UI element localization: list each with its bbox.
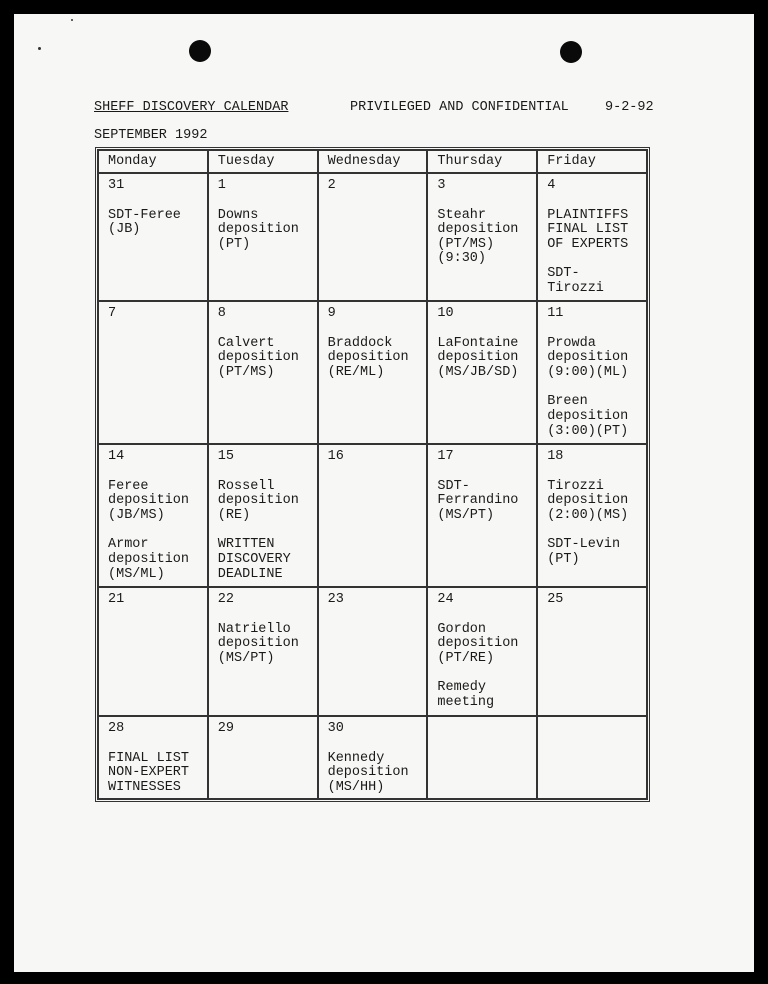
speck xyxy=(71,19,73,21)
calendar-day-cell xyxy=(537,716,647,799)
calendar-day-cell xyxy=(98,173,208,301)
day-number: 30 xyxy=(327,721,344,736)
calendar-event: Braddock deposition (RE/ML) xyxy=(327,335,409,380)
calendar-day-cell xyxy=(208,301,318,444)
calendar-event: Downs deposition (PT) xyxy=(217,207,299,252)
day-number: 16 xyxy=(327,449,344,464)
day-number: 24 xyxy=(437,592,454,607)
weekday-header-wednesday: Wednesday xyxy=(318,150,428,173)
calendar-event: Natriello deposition (MS/PT) xyxy=(217,621,299,666)
calendar-day-cell xyxy=(208,716,318,799)
calendar-day-cell xyxy=(537,301,647,444)
day-number: 1 xyxy=(217,178,226,193)
calendar-day-cell xyxy=(427,444,537,587)
calendar-event: Kennedy deposition (MS/HH) xyxy=(327,750,409,795)
calendar-event: PLAINTIFFS FINAL LIST OF EXPERTS xyxy=(547,207,629,252)
calendar-event: Remedy meeting xyxy=(437,680,495,710)
calendar-day-cell xyxy=(537,173,647,301)
day-number: 23 xyxy=(327,592,344,607)
calendar-day-cell xyxy=(208,444,318,587)
calendar-day-cell xyxy=(537,444,647,587)
calendar-event: Feree deposition (JB/MS) xyxy=(108,478,190,523)
calendar-title: SHEFF DISCOVERY CALENDAR xyxy=(94,100,289,115)
weekday-header-friday: Friday xyxy=(537,150,647,173)
day-number: 25 xyxy=(547,592,564,607)
calendar-grid xyxy=(95,147,650,802)
document-header xyxy=(94,100,674,115)
calendar-event: Rossell deposition (RE) xyxy=(217,478,299,523)
calendar-event: SDT-Levin (PT) xyxy=(547,537,621,567)
calendar-day-cell xyxy=(427,587,537,716)
calendar-day-cell xyxy=(427,716,537,799)
day-number: 8 xyxy=(217,306,226,321)
day-number: 11 xyxy=(547,306,564,321)
day-number: 7 xyxy=(108,306,117,321)
calendar-event: Prowda deposition (9:00)(ML) xyxy=(547,335,629,380)
calendar-week-row xyxy=(98,587,647,716)
calendar-event: Armor deposition (MS/ML) xyxy=(108,537,190,582)
day-number: 29 xyxy=(217,721,234,736)
calendar-event: SDT- Ferrandino (MS/PT) xyxy=(437,478,519,523)
calendar-week-row xyxy=(98,444,647,587)
calendar-day-cell xyxy=(427,173,537,301)
document-date: 9-2-92 xyxy=(605,100,654,115)
calendar-day-cell xyxy=(208,173,318,301)
calendar-event: Gordon deposition (PT/RE) xyxy=(437,621,519,666)
day-number: 15 xyxy=(217,449,234,464)
calendar-day-cell xyxy=(98,716,208,799)
weekday-header-tuesday: Tuesday xyxy=(208,150,318,173)
calendar-day-cell xyxy=(208,587,318,716)
calendar-event: Breen deposition (3:00)(PT) xyxy=(547,394,629,439)
calendar-event: SDT-Feree (JB) xyxy=(108,207,181,238)
calendar-day-cell xyxy=(318,716,428,799)
day-number: 14 xyxy=(108,449,125,464)
confidential-notice: PRIVILEGED AND CONFIDENTIAL xyxy=(350,100,569,115)
day-number: 31 xyxy=(108,178,125,193)
calendar-day-cell xyxy=(318,173,428,301)
weekday-header-row xyxy=(98,150,647,173)
calendar-day-cell xyxy=(98,587,208,716)
calendar-day-cell xyxy=(537,587,647,716)
weekday-header-monday: Monday xyxy=(98,150,208,173)
calendar-day-cell xyxy=(98,301,208,444)
weekday-header-thursday: Thursday xyxy=(427,150,537,173)
day-number: 9 xyxy=(327,306,336,321)
calendar-day-cell xyxy=(318,444,428,587)
month-label: SEPTEMBER 1992 xyxy=(94,128,208,143)
calendar-event: Calvert deposition (PT/MS) xyxy=(217,335,299,380)
document-page xyxy=(14,14,754,972)
speck xyxy=(38,47,41,50)
calendar-event: LaFontaine deposition (MS/JB/SD) xyxy=(437,335,519,380)
calendar-day-cell xyxy=(98,444,208,587)
calendar-event: Steahr deposition (PT/MS) (9:30) xyxy=(437,207,519,267)
day-number: 3 xyxy=(437,178,446,193)
calendar-day-cell xyxy=(427,301,537,444)
punch-hole xyxy=(189,40,211,62)
calendar-event: SDT- Tirozzi xyxy=(547,266,604,296)
calendar-day-cell xyxy=(318,587,428,716)
day-number: 17 xyxy=(437,449,454,464)
day-number: 2 xyxy=(327,178,336,193)
day-number: 10 xyxy=(437,306,454,321)
calendar-event: Tirozzi deposition (2:00)(MS) xyxy=(547,478,629,523)
calendar-event: FINAL LIST NON-EXPERT WITNESSES xyxy=(108,750,190,795)
punch-hole xyxy=(560,41,582,63)
day-number: 18 xyxy=(547,449,564,464)
day-number: 28 xyxy=(108,721,125,736)
day-number: 22 xyxy=(217,592,234,607)
day-number: 21 xyxy=(108,592,125,607)
calendar-week-row xyxy=(98,173,647,301)
day-number: 4 xyxy=(547,178,556,193)
calendar-week-row xyxy=(98,716,647,799)
calendar-week-row xyxy=(98,301,647,444)
calendar-event: WRITTEN DISCOVERY DEADLINE xyxy=(217,537,291,582)
calendar-day-cell xyxy=(318,301,428,444)
